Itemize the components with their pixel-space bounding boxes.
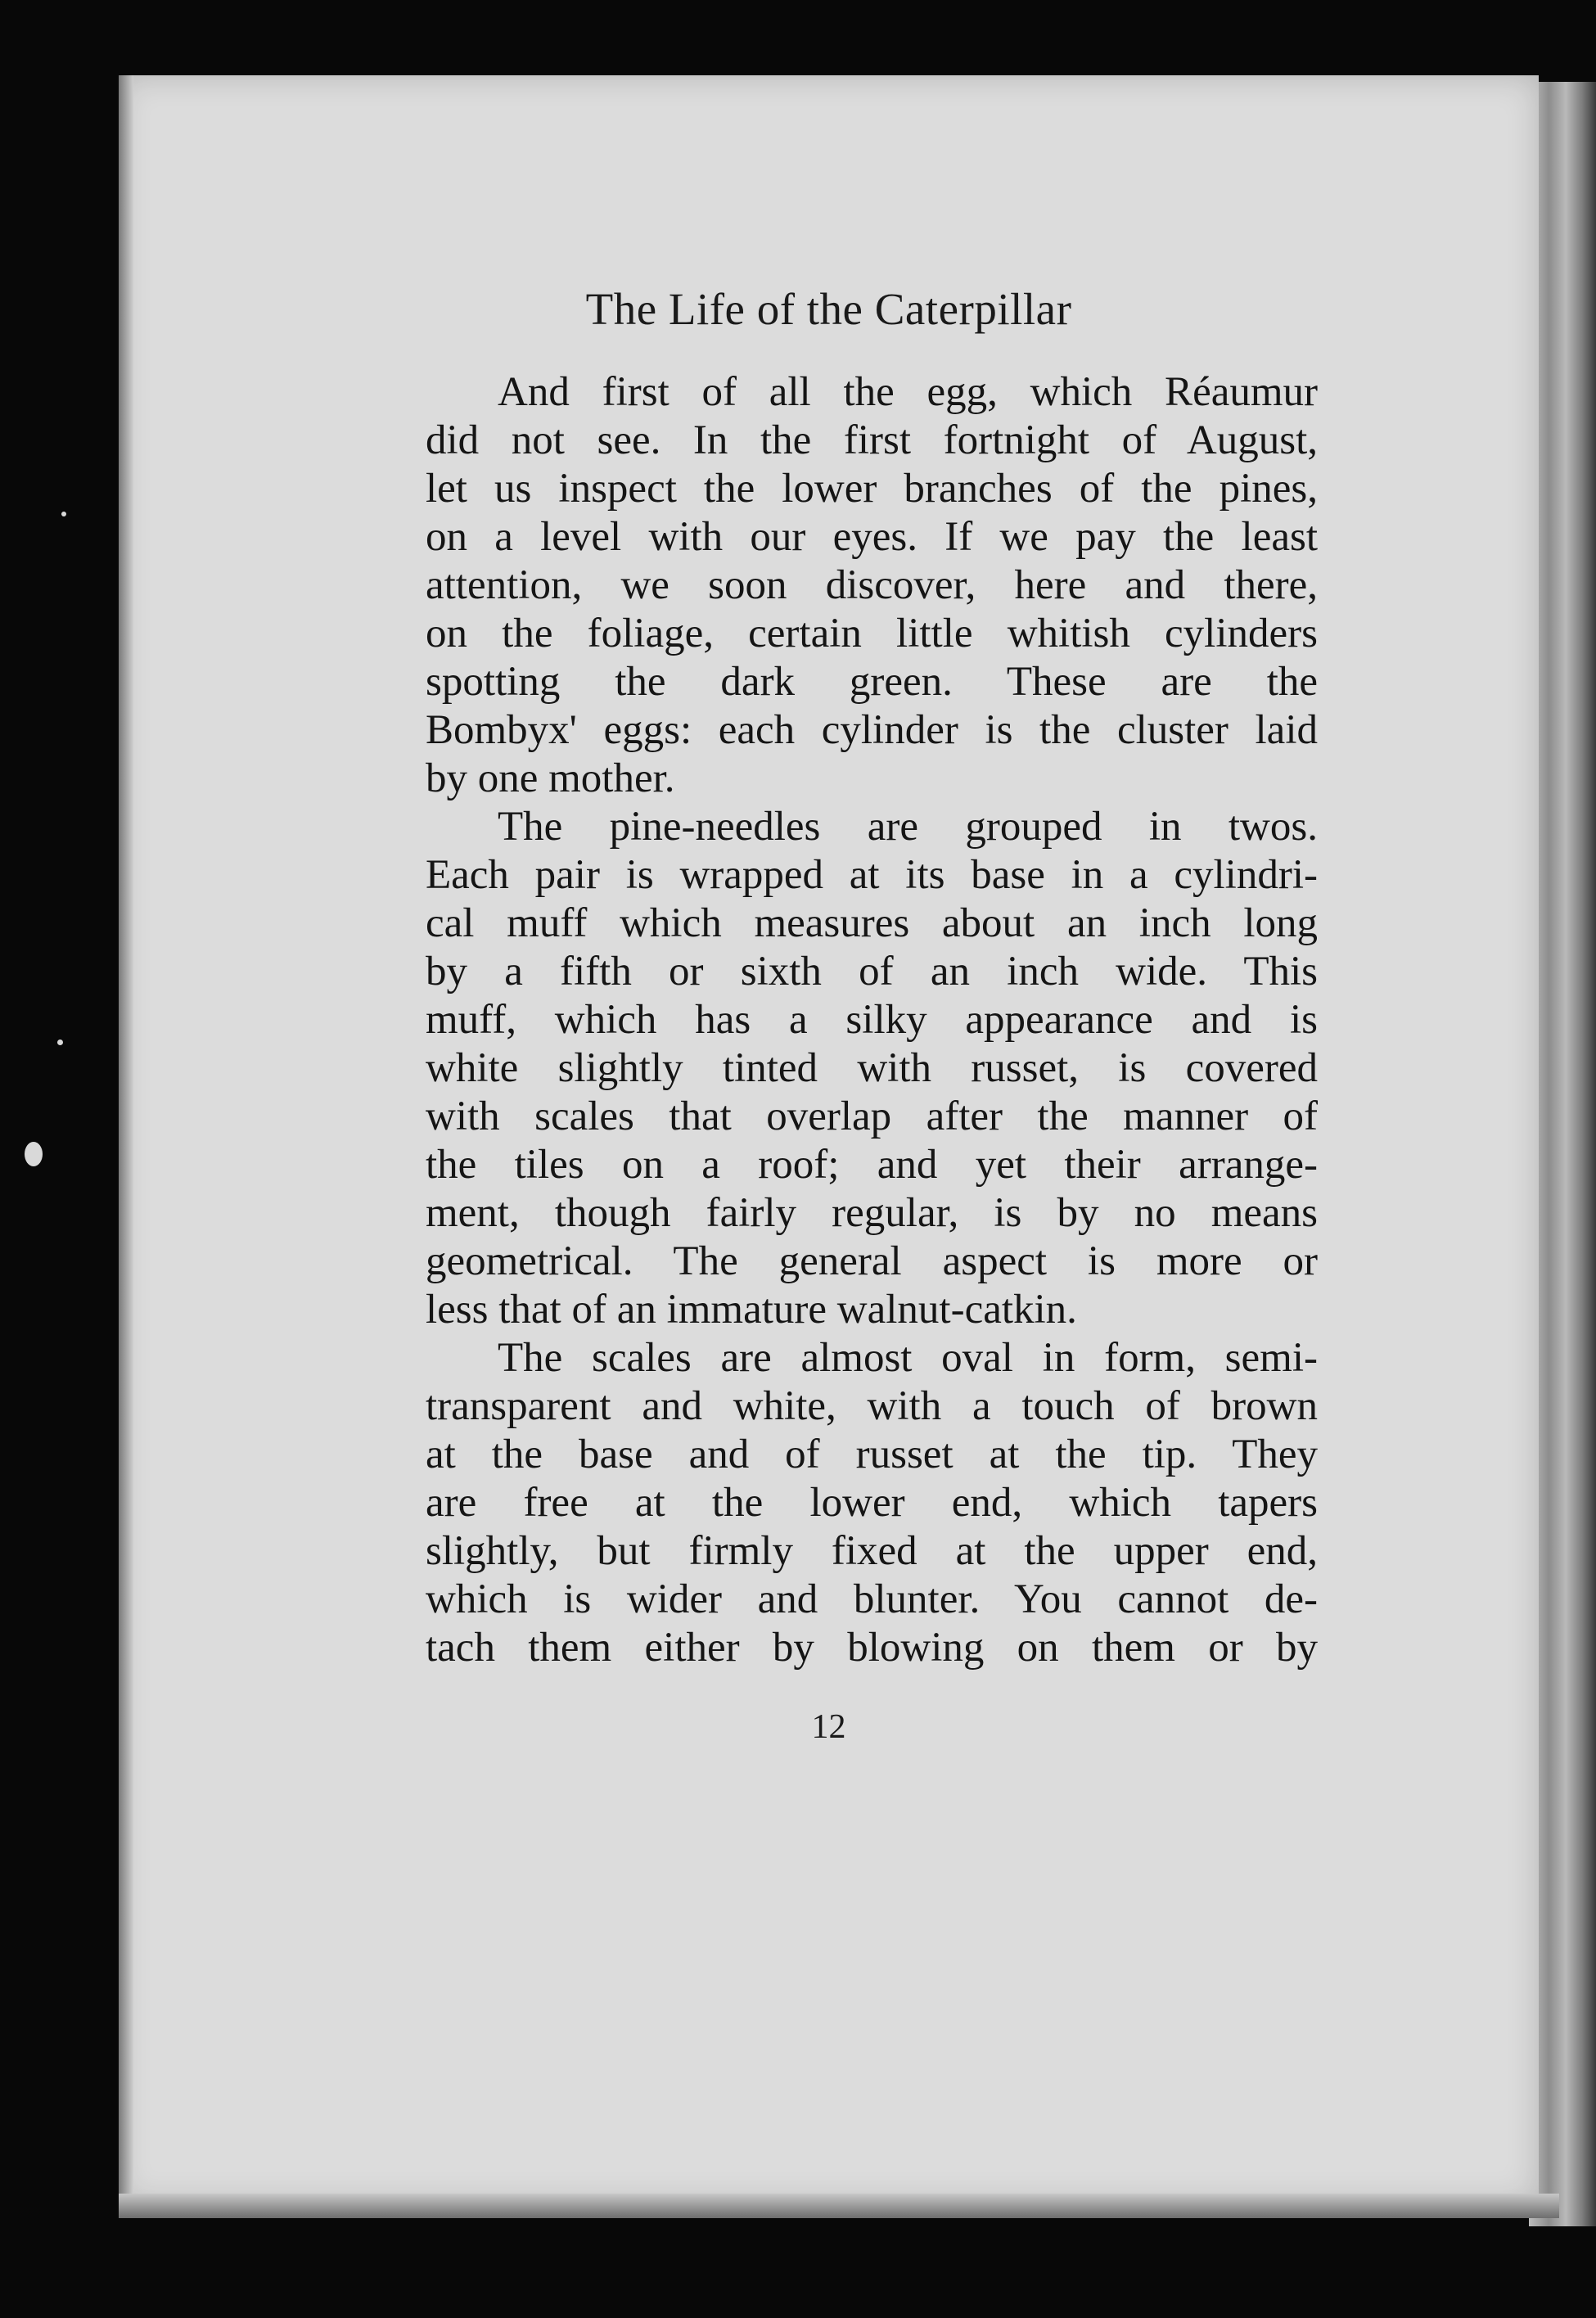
running-head: The Life of the Caterpillar bbox=[585, 284, 1072, 334]
text-line: muff, which has a silky appearance and is bbox=[426, 997, 1318, 1043]
text-line: geometrical. The general aspect is more or bbox=[426, 1238, 1318, 1284]
text-line: less that of an immature walnut-catkin. bbox=[426, 1287, 1077, 1333]
text-line: on a level with our eyes. If we pay the least bbox=[426, 514, 1318, 560]
text-line: the tiles on a roof; and yet their arrange- bbox=[426, 1142, 1318, 1188]
scan-speck bbox=[25, 1142, 43, 1166]
text-line: cal muff which measures about an inch long bbox=[426, 900, 1318, 946]
text-line: slightly, but firmly fixed at the upper end, bbox=[426, 1528, 1318, 1574]
text-line: The scales are almost oval in form, semi- bbox=[498, 1335, 1318, 1381]
text-line: white slightly tinted with russet, is covered bbox=[426, 1045, 1318, 1091]
text-line: ment, though fairly regular, is by no means bbox=[426, 1190, 1318, 1236]
page-stack-edge-right bbox=[1529, 82, 1596, 2226]
text-line: on the foliage, certain little whitish cylinders bbox=[426, 611, 1318, 656]
text-line: And first of all the egg, which Réaumur bbox=[498, 369, 1318, 415]
text-line: The pine-needles are grouped in twos. bbox=[498, 804, 1318, 850]
scan-speck bbox=[57, 1039, 63, 1045]
page-binding-edge bbox=[119, 75, 133, 2203]
text-line: Bombyx' eggs: each cylinder is the cluster laid bbox=[426, 707, 1318, 753]
page-number: 12 bbox=[811, 1708, 846, 1746]
page-stack-edge-bottom bbox=[119, 2194, 1559, 2218]
text-line: let us inspect the lower branches of the pines, bbox=[426, 466, 1318, 512]
text-line: attention, we soon discover, here and there, bbox=[426, 562, 1318, 608]
text-line: at the base and of russet at the tip. They bbox=[426, 1432, 1318, 1477]
text-line: Each pair is wrapped at its base in a cylindri- bbox=[426, 852, 1318, 898]
text-line: which is wider and blunter. You cannot de- bbox=[426, 1576, 1318, 1622]
text-line: with scales that overlap after the manner of bbox=[426, 1094, 1318, 1139]
text-line: are free at the lower end, which tapers bbox=[426, 1480, 1318, 1526]
text-line: did not see. In the first fortnight of August, bbox=[426, 417, 1318, 463]
text-line: transparent and white, with a touch of brown bbox=[426, 1383, 1318, 1429]
text-line: by a fifth or sixth of an inch wide. This bbox=[426, 949, 1318, 994]
text-line: tach them either by blowing on them or by bbox=[426, 1625, 1318, 1671]
text-line: by one mother. bbox=[426, 755, 675, 801]
scan-speck bbox=[61, 512, 66, 516]
text-line: spotting the dark green. These are the bbox=[426, 659, 1318, 705]
body-text bbox=[426, 368, 1318, 1672]
